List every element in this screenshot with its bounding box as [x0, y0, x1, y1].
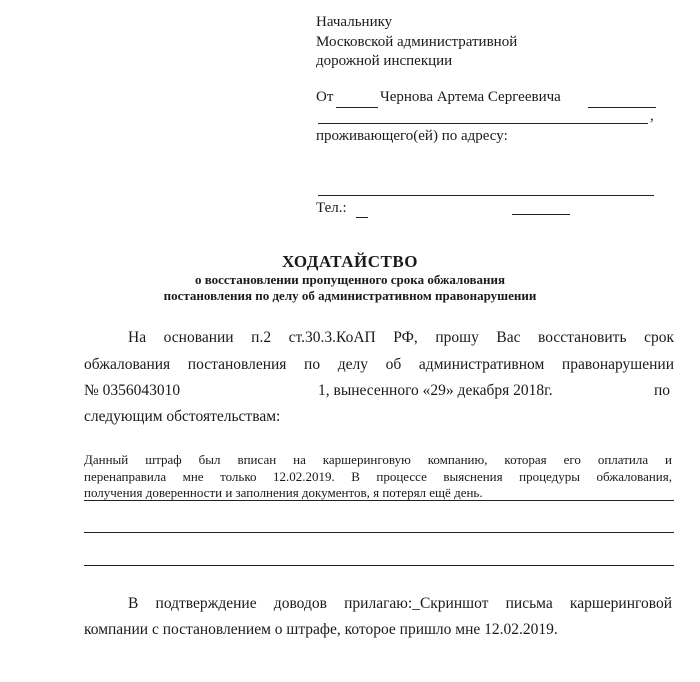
- body-po: по: [654, 382, 671, 399]
- phone-underline-right: [512, 214, 570, 215]
- body-line-1: На основании п.2 ст.30.3.КоАП РФ, прошу Вас восстановить срок: [128, 329, 674, 346]
- from-name: Чернова Артема Сергеевича: [380, 89, 561, 105]
- phone-label: Тел.:: [316, 200, 347, 216]
- name-comma: ,: [650, 108, 654, 124]
- recipient-line-1: Начальнику: [316, 14, 393, 30]
- body-line-4: следующим обстоятельствам:: [84, 408, 281, 425]
- from-underline-right: [588, 107, 656, 108]
- from-label: От: [316, 89, 334, 105]
- circumstances-underline-2: [84, 532, 674, 533]
- case-number-suffix: 1, вынесенного «29» декабря 2018г.: [318, 382, 553, 399]
- from-underline-left: [336, 107, 378, 108]
- doc-subtitle-1: о восстановлении пропущенного срока обжалования: [194, 272, 506, 287]
- case-number: № 0356043010: [84, 382, 181, 399]
- doc-title: ХОДАТАЙСТВО: [282, 252, 418, 271]
- phone-underline-left: [356, 217, 368, 218]
- circumstances-line-2: перенаправила мне только 12.02.2019. В процессе выяснения процедуры обжалования,: [84, 469, 672, 484]
- circumstances-underline-3: [84, 565, 674, 566]
- circumstances-underline-1: [84, 500, 674, 501]
- recipient-line-3: дорожной инспекции: [316, 53, 453, 69]
- circumstances-line-3: получения доверенности и заполнения документов, я потерял ещё день.: [84, 485, 483, 500]
- recipient-line-2: Московской административной: [316, 34, 518, 50]
- body-line-2: обжалования постановления по делу об административном правонарушении: [84, 356, 674, 373]
- attachment-line-1: В подтверждение доводов прилагаю:_Скриншот письма каршеринговой: [128, 595, 672, 612]
- doc-subtitle-2: постановления по делу об административном правонарушении: [163, 288, 537, 303]
- address-underline: [318, 195, 654, 196]
- circumstances-line-1: Данный штраф был вписан на каршеринговую компанию, которая его оплатила и: [84, 452, 672, 467]
- address-label: проживающего(ей) по адресу:: [316, 128, 508, 144]
- attachment-line-2: компании с постановлением о штрафе, которое пришло мне 12.02.2019.: [84, 621, 558, 638]
- name-second-line: [318, 123, 648, 124]
